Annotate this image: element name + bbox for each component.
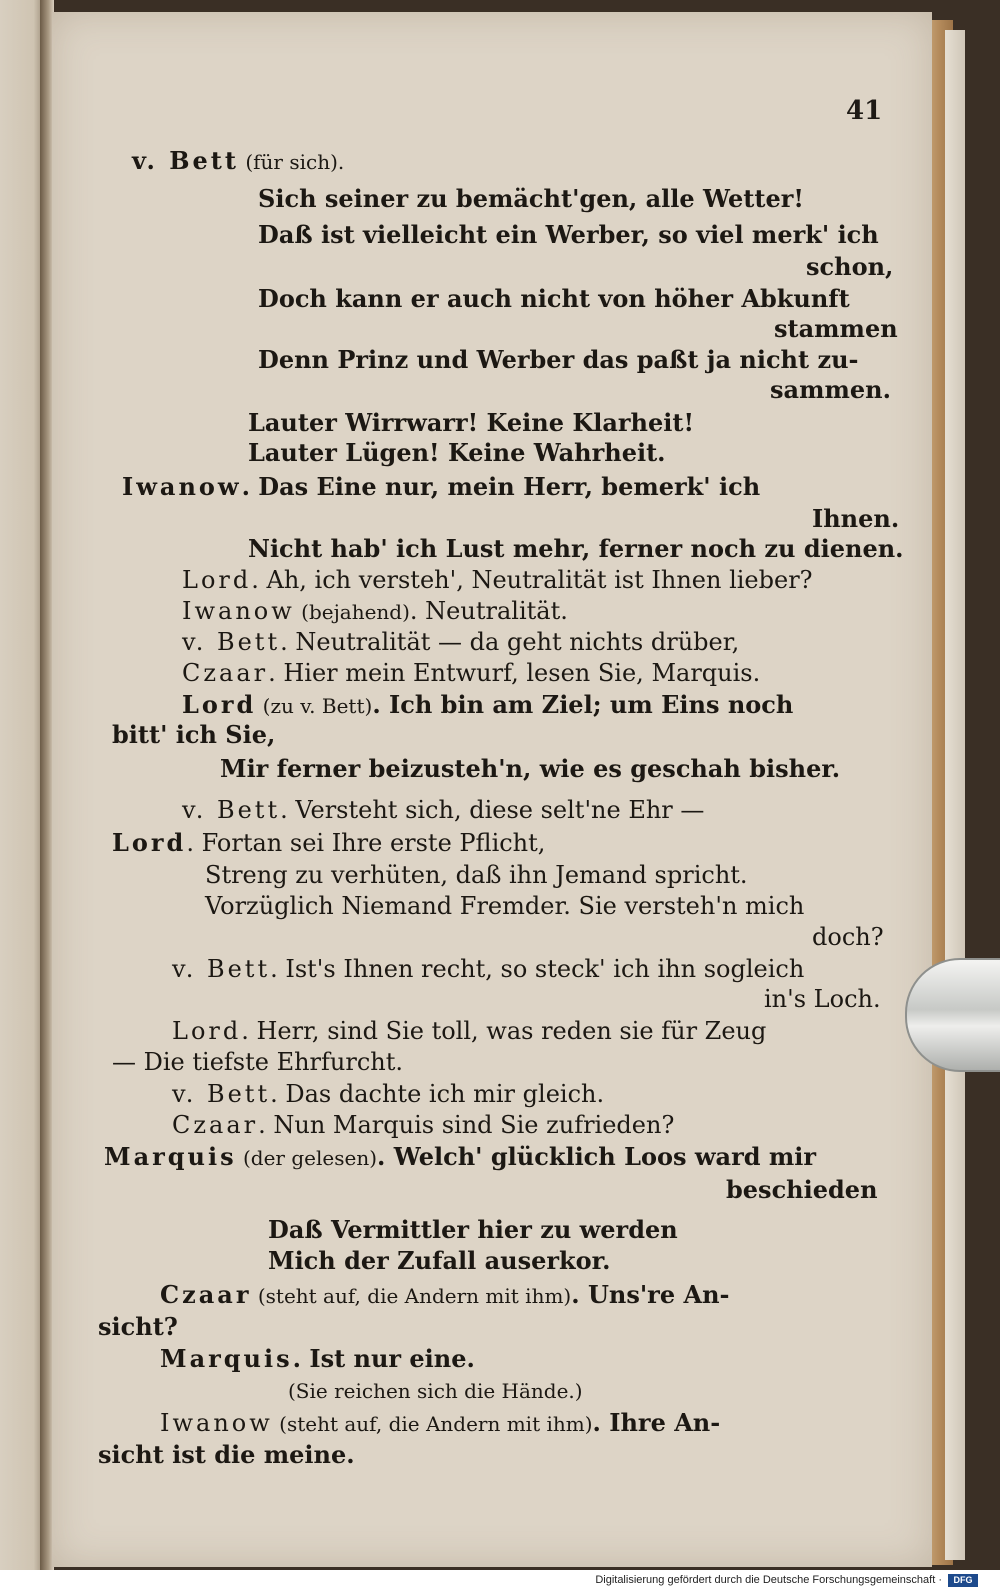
- text-line: Lauter Wirrwarr! Keine Klarheit!: [248, 408, 694, 437]
- text-line: v. Bett. Ist's Ihnen recht, so steck' ich ihn sogleich: [172, 955, 805, 983]
- text-line: Vorzüglich Niemand Fremder. Sie versteh'n mich: [205, 892, 805, 920]
- text-line: Streng zu verhüten, daß ihn Jemand spricht.: [205, 861, 748, 889]
- text-line: Daß Vermittler hier zu werden: [268, 1215, 678, 1244]
- text-line: Doch kann er auch nicht von höher Abkunft: [258, 284, 850, 313]
- page-stack: [945, 30, 965, 1560]
- text-line: Lord (zu v. Bett). Ich bin am Ziel; um Eins noch: [182, 690, 794, 719]
- text-line: v. Bett (für sich).: [132, 146, 345, 175]
- text-line: Lord. Herr, sind Sie toll, was reden sie für Zeug: [172, 1017, 767, 1045]
- page-number: 41: [846, 96, 883, 126]
- text-line: Lord. Fortan sei Ihre erste Pflicht,: [112, 828, 546, 857]
- stage-direction: (Sie reichen sich die Hände.): [288, 1379, 583, 1403]
- text-line: Daß ist vielleicht ein Werber, so viel merk' ich: [258, 220, 879, 249]
- text-line: Lord. Ah, ich versteh', Neutralität ist Ihnen lieber?: [182, 566, 813, 594]
- text-line: beschieden: [726, 1175, 878, 1204]
- text-line: Mich der Zufall auserkor.: [268, 1246, 611, 1275]
- text-line: bitt' ich Sie,: [112, 720, 276, 749]
- dfg-logo: DFG: [948, 1574, 978, 1587]
- text-line: sicht ist die meine.: [98, 1440, 355, 1469]
- text-line: Iwanow. Das Eine nur, mein Herr, bemerk' ich: [122, 472, 761, 501]
- text-line: Marquis (der gelesen). Welch' glücklich Loos ward mir: [104, 1142, 817, 1171]
- text-line: Czaar (steht auf, die Andern mit ihm). Uns're An-: [160, 1280, 730, 1309]
- text-line: Iwanow (bejahend). Neutralität.: [182, 597, 568, 625]
- text-line: Sich seiner zu bemächt'gen, alle Wetter!: [258, 184, 804, 213]
- text-line: sammen.: [770, 375, 891, 404]
- text-line: — Die tiefste Ehrfurcht.: [112, 1048, 404, 1076]
- text-line: doch?: [812, 923, 884, 951]
- text-line: sicht?: [98, 1312, 178, 1341]
- text-line: v. Bett. Neutralität — da geht nichts drüber,: [182, 628, 740, 656]
- text-line: Mir ferner beizusteh'n, wie es geschah bisher.: [220, 754, 841, 783]
- text-line: Nicht hab' ich Lust mehr, ferner noch zu dienen.: [248, 534, 904, 563]
- text-line: stammen: [774, 314, 898, 343]
- text-line: Denn Prinz und Werber das paßt ja nicht zu-: [258, 345, 859, 374]
- text-line: v. Bett. Das dachte ich mir gleich.: [172, 1080, 605, 1108]
- page-clip: [905, 958, 1000, 1072]
- text-line: schon,: [806, 252, 894, 281]
- text-line: Czaar. Hier mein Entwurf, lesen Sie, Marquis.: [182, 659, 761, 687]
- digitization-credit: Digitalisierung gefördert durch die Deutsche Forschungsgemeinschaft ·: [595, 1574, 942, 1586]
- text-line: Iwanow (steht auf, die Andern mit ihm). Ihre An-: [160, 1408, 721, 1437]
- text-line: in's Loch.: [764, 985, 881, 1013]
- text-line: Marquis. Ist nur eine.: [160, 1344, 475, 1373]
- text-line: Lauter Lügen! Keine Wahrheit.: [248, 438, 666, 467]
- text-line: Czaar. Nun Marquis sind Sie zufrieden?: [172, 1111, 675, 1139]
- text-line: v. Bett. Versteht sich, diese selt'ne Ehr —: [182, 796, 705, 824]
- text-line: Ihnen.: [812, 504, 900, 533]
